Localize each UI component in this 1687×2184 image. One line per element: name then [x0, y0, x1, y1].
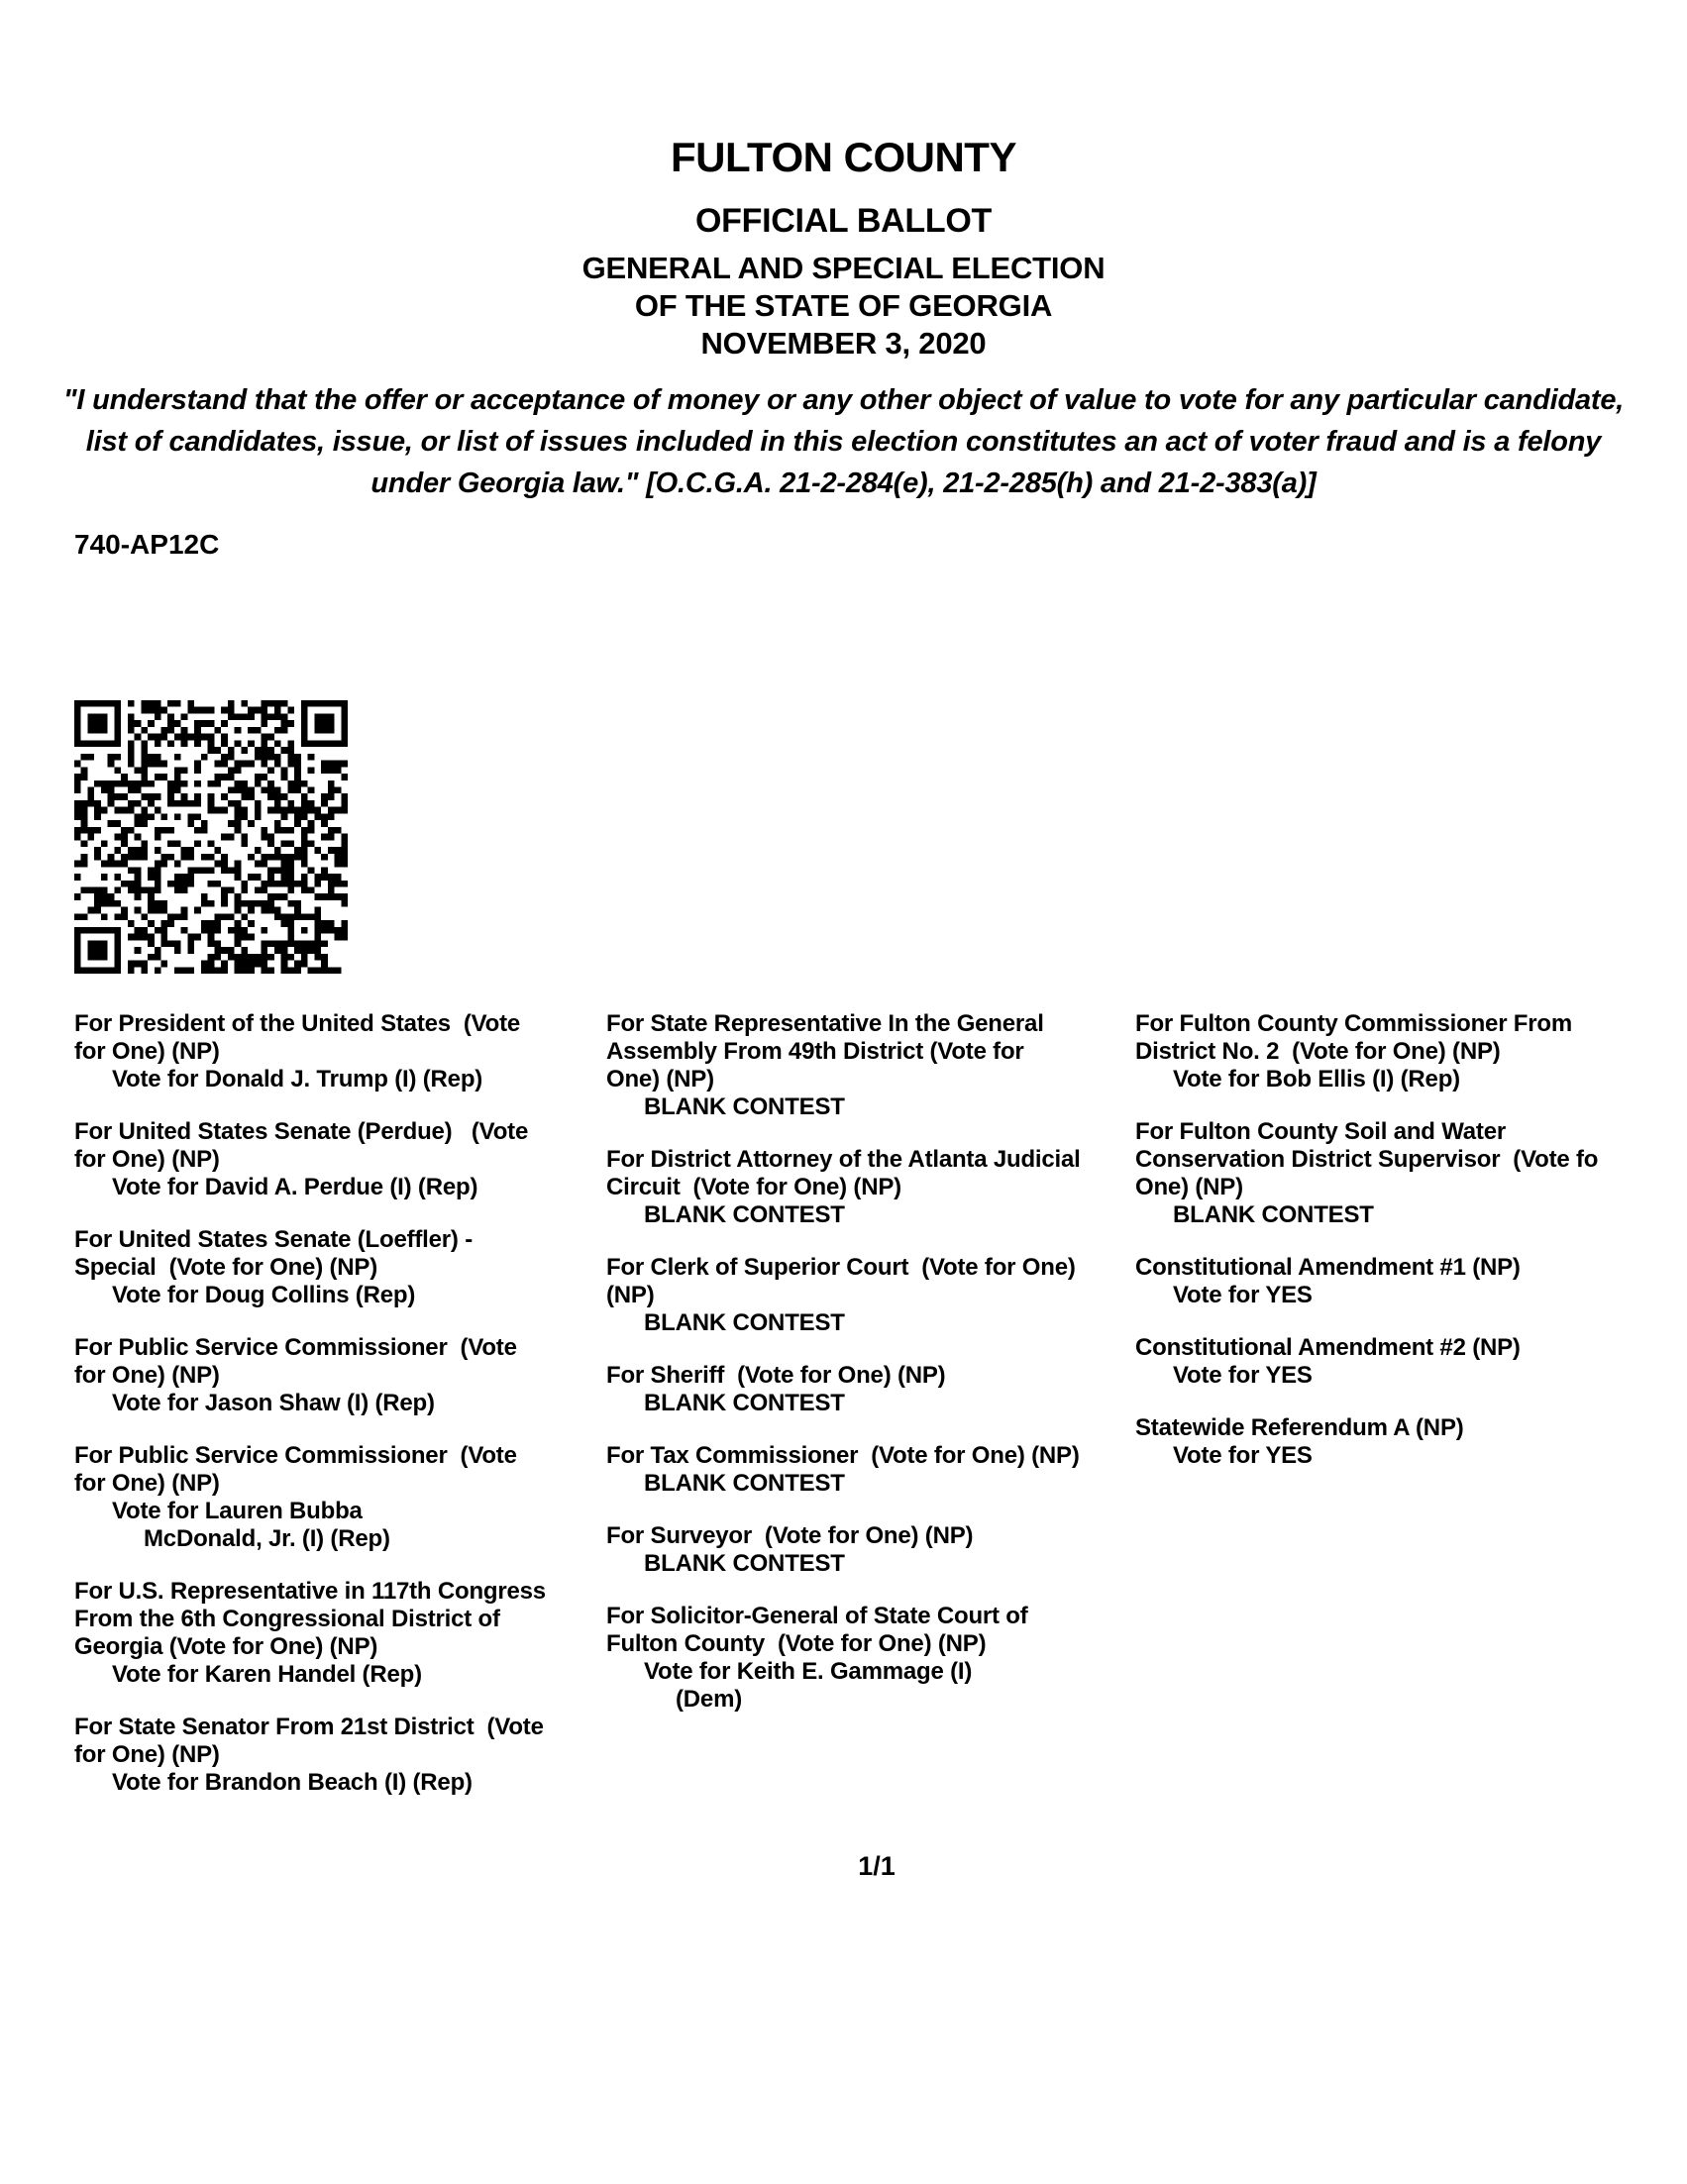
voter-fraud-notice	[0, 379, 1687, 504]
contest-title-line: For Solicitor-General of State Court of	[606, 1603, 1028, 1629]
contest-title-line: Constitutional Amendment #2 (NP)	[1135, 1334, 1521, 1361]
qr-code-image	[74, 700, 348, 974]
contest-title-line: for One) (NP)	[74, 1038, 220, 1065]
contest-choice-line: Vote for YES	[1173, 1442, 1313, 1469]
contest-title-line: For Public Service Commissioner (Vote	[74, 1334, 517, 1361]
contest-choice-line: Vote for Karen Handel (Rep)	[112, 1661, 422, 1688]
contest-block	[74, 1226, 546, 1309]
contest-title-line: For United States Senate (Perdue) (Vote	[74, 1118, 529, 1145]
contest-choice-line: BLANK CONTEST	[644, 1201, 845, 1228]
contest-title-line: Special (Vote for One) (NP)	[74, 1254, 377, 1281]
contest-block	[606, 1442, 1081, 1498]
page-number: 1/1	[858, 1851, 896, 1881]
contest-choice-line: Vote for Jason Shaw (I) (Rep)	[112, 1390, 435, 1416]
contest-block	[1135, 1254, 1598, 1309]
contest-choice-line: Vote for Brandon Beach (I) (Rep)	[112, 1769, 473, 1796]
contest-title-line: Fulton County (Vote for One) (NP)	[606, 1630, 987, 1657]
contest-title-line: For State Representative In the General	[606, 1010, 1044, 1037]
contest-title-line: (NP)	[606, 1282, 655, 1308]
county-title: FULTON COUNTY	[671, 134, 1016, 180]
ballot-column-1	[74, 1010, 546, 1821]
contest-title-line: For U.S. Representative in 117th Congress	[74, 1578, 546, 1605]
contest-choice-line: BLANK CONTEST	[644, 1390, 845, 1416]
contest-block	[74, 1010, 546, 1093]
contest-block	[606, 1146, 1081, 1229]
contest-block	[606, 1522, 1081, 1578]
contest-title-line: For United States Senate (Loeffler) -	[74, 1226, 473, 1253]
contest-choice-line: Vote for YES	[1173, 1282, 1313, 1308]
contest-choice-line: Vote for Doug Collins (Rep)	[112, 1282, 416, 1308]
contest-choice-line: Vote for Keith E. Gammage (I)	[644, 1658, 973, 1685]
contest-title-line: For District Attorney of the Atlanta Judicial	[606, 1146, 1081, 1173]
contest-title-line: From the 6th Congressional District of	[74, 1606, 500, 1632]
contest-title-line: For State Senator From 21st District (Vote	[74, 1714, 544, 1740]
contest-block	[74, 1714, 546, 1797]
contest-title-line: For Public Service Commissioner (Vote	[74, 1442, 517, 1469]
contest-block	[606, 1010, 1081, 1121]
contest-title-line: For President of the United States (Vote	[74, 1010, 521, 1037]
contest-block	[74, 1442, 546, 1553]
contest-choice-line: (Dem)	[676, 1686, 743, 1713]
contest-title-line: For Fulton County Soil and Water	[1135, 1118, 1507, 1145]
contest-title-line: Circuit (Vote for One) (NP)	[606, 1174, 901, 1200]
contest-choice-line: Vote for David A. Perdue (I) (Rep)	[112, 1174, 478, 1200]
ballot-column-3	[1135, 1010, 1598, 1495]
contest-title-line: For Tax Commissioner (Vote for One) (NP)	[606, 1442, 1080, 1469]
contest-title-line: For Sheriff (Vote for One) (NP)	[606, 1362, 946, 1389]
contest-title-line: Georgia (Vote for One) (NP)	[74, 1633, 378, 1660]
election-date: NOVEMBER 3, 2020	[700, 326, 987, 361]
contest-block	[74, 1118, 546, 1201]
contest-choice-line: BLANK CONTEST	[644, 1470, 845, 1497]
fraud-notice-line: under Georgia law." [O.C.G.A. 21-2-284(e), 21-2-285(h) and 21-2-383(a)]	[370, 468, 1317, 499]
ballot-type-title: OFFICIAL BALLOT	[695, 202, 992, 240]
contest-title-line: Conservation District Supervisor (Vote fo	[1135, 1146, 1599, 1173]
contest-title-line: For Fulton County Commissioner From	[1135, 1010, 1572, 1037]
ballot-style-id: 740-AP12C	[74, 529, 220, 560]
contest-block	[606, 1254, 1081, 1337]
contest-title-line: Statewide Referendum A (NP)	[1135, 1414, 1464, 1441]
contest-block	[606, 1603, 1081, 1714]
contest-title-line: for One) (NP)	[74, 1362, 220, 1389]
contest-block	[606, 1362, 1081, 1417]
contest-block	[1135, 1010, 1598, 1093]
contest-choice-line: Vote for Lauren Bubba	[112, 1498, 363, 1524]
contest-title-line: One) (NP)	[1135, 1174, 1243, 1200]
contest-choice-line: Vote for YES	[1173, 1362, 1313, 1389]
contest-title-line: for One) (NP)	[74, 1146, 220, 1173]
election-title-line: OF THE STATE OF GEORGIA	[634, 288, 1053, 323]
fraud-notice-line: "I understand that the offer or acceptance of money or any other object of value to vote for any particular candidate,	[62, 384, 1625, 416]
contest-block	[74, 1578, 546, 1689]
contest-choice-line: BLANK CONTEST	[644, 1093, 845, 1120]
contest-title-line: District No. 2 (Vote for One) (NP)	[1135, 1038, 1501, 1065]
contest-choice-line: McDonald, Jr. (I) (Rep)	[144, 1525, 390, 1552]
contest-choice-line: BLANK CONTEST	[1173, 1201, 1374, 1228]
contest-block	[1135, 1414, 1598, 1470]
contest-choice-line: Vote for Donald J. Trump (I) (Rep)	[112, 1066, 483, 1092]
contest-title-line: One) (NP)	[606, 1066, 714, 1092]
ballot-column-2	[606, 1010, 1081, 1738]
contest-title-line: for One) (NP)	[74, 1470, 220, 1497]
election-title-block	[0, 250, 1687, 363]
contest-title-line: Constitutional Amendment #1 (NP)	[1135, 1254, 1521, 1281]
contest-title-line: for One) (NP)	[74, 1741, 220, 1768]
contest-choice-line: BLANK CONTEST	[644, 1309, 845, 1336]
contest-title-line: For Surveyor (Vote for One) (NP)	[606, 1522, 974, 1549]
contest-title-line: Assembly From 49th District (Vote for	[606, 1038, 1024, 1065]
contest-block	[1135, 1118, 1598, 1229]
contest-choice-line: Vote for Bob Ellis (I) (Rep)	[1173, 1066, 1460, 1092]
fraud-notice-line: list of candidates, issue, or list of issues included in this election constitutes an act of voter fraud and is a felony	[85, 426, 1602, 458]
election-title-line: GENERAL AND SPECIAL ELECTION	[581, 251, 1106, 285]
contest-choice-line: BLANK CONTEST	[644, 1550, 845, 1577]
contest-block	[1135, 1334, 1598, 1390]
contest-title-line: For Clerk of Superior Court (Vote for One)	[606, 1254, 1076, 1281]
contest-block	[74, 1334, 546, 1417]
